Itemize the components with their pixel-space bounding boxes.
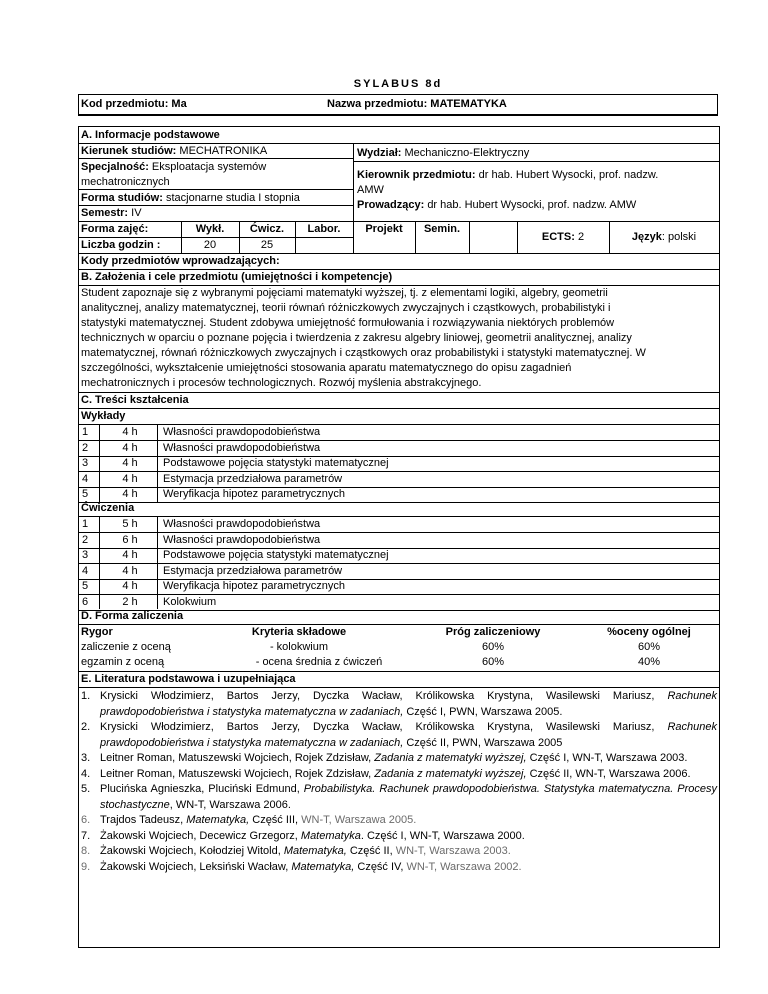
literature-item — [81, 751, 717, 767]
literature-number: 2. — [81, 721, 91, 733]
literature-publisher-gray: WN-T, Warszawa 2003. — [395, 845, 511, 857]
literature-publisher: Część II, — [346, 845, 396, 857]
subject-name: Nazwa przedmiotu: MATEMATYKA — [327, 98, 507, 110]
cwiczenia-label: Ćwiczenia — [81, 502, 135, 514]
hours-cwiczenia: 25 — [260, 239, 274, 251]
literature-number: 5. — [81, 783, 91, 795]
literature-authors: Trajdos Tadeusz, — [100, 814, 187, 826]
cwiczenie-hours: 2 h — [122, 595, 138, 608]
wyklad-number: 5 — [82, 488, 89, 500]
wyklad-hours: 4 h — [122, 472, 138, 485]
col-seminarium: Semin. — [423, 223, 461, 235]
literature-title: Matematyka — [300, 829, 361, 842]
literature-authors: Żakowski Wojciech, Decewicz Grzegorz, — [100, 829, 301, 842]
literature-number: 1. — [81, 690, 91, 702]
literature-publisher: Część II, WN-T, Warszawa 2006. — [526, 767, 691, 780]
prog-row-1: 60% — [481, 641, 505, 653]
kody-przedmiotow: Kody przedmiotów wprowadzających: — [81, 255, 280, 267]
prowadzacy-field: Prowadzący: dr hab. Hubert Wysocki, prof. nadzw. AMW — [357, 199, 637, 211]
literature-publisher: . Część I, WN-T, Warszawa 2000. — [360, 829, 525, 842]
wyklad-hours: 4 h — [122, 488, 138, 500]
cwiczenie-hours: 4 h — [122, 549, 138, 561]
literature-title: Rachunek prawdopodobieństwa i statystyka matematyczna w zadaniach, — [100, 721, 717, 749]
specjalnosc-field-cont: mechatronicznych — [81, 176, 170, 188]
col-laboratoria: Labor. — [307, 223, 341, 235]
literature-authors: Leitner Roman, Matuszewski Wojciech, Rojek Zdzisław, — [100, 752, 375, 764]
hours-wyklad: 20 — [203, 239, 217, 251]
rygor-row-1: zaliczenie z oceną — [81, 641, 171, 653]
syllabus-table — [78, 126, 720, 948]
wyklad-topic: Podstawowe pojęcia statystyki matematycznej — [163, 457, 389, 469]
literature-authors: Plucińska Agnieszka, Pluciński Edmund, — [100, 783, 304, 795]
subject-header — [78, 94, 718, 116]
cwiczenie-topic: Weryfikacja hipotez parametrycznych — [163, 580, 345, 592]
literature-title: Zadania z matematyki wyższej, — [374, 752, 527, 764]
literature-item — [81, 844, 717, 860]
literature-title: Matematyka, — [283, 845, 347, 857]
literature-authors: Żakowski Wojciech, Kołodziej Witold, — [100, 845, 284, 857]
literature-item — [81, 782, 717, 813]
col-kryteria: Kryteria składowe — [251, 626, 347, 638]
literature-title: Rachunek prawdopodobieństwa i statystyka matematyczna w zadaniach, — [100, 690, 717, 718]
literature-item — [81, 767, 717, 783]
cwiczenie-topic: Kolokwium — [163, 595, 217, 608]
section-e-heading: E. Literatura podstawowa i uzupełniająca — [81, 673, 296, 685]
literature-number: 6. — [81, 814, 91, 826]
liczba-godzin-label: Liczba godzin : — [81, 239, 161, 251]
cwiczenie-topic: Własności prawdopodobieństwa — [163, 533, 321, 546]
wyklad-topic: Weryfikacja hipotez parametrycznych — [163, 488, 345, 500]
literature-item — [81, 813, 717, 829]
wyklady-label: Wykłady — [81, 410, 126, 422]
col-projekt: Projekt — [365, 223, 403, 235]
cwiczenie-number: 1 — [82, 518, 89, 530]
col-cwiczenia: Ćwicz. — [249, 223, 285, 235]
literature-publisher: Część III, — [249, 814, 302, 826]
literature-authors: Krysicki Włodzimierz, Bartos Jerzy, Dyczka Wacław, Królikowska Krystyna, Wasilewski Mariusz, — [100, 690, 668, 702]
literature-publisher-gray: WN-T, Warszawa 2002. — [406, 860, 522, 873]
section-d-heading: D. Forma zaliczenia — [81, 610, 184, 622]
specjalnosc-field: Specjalność: Eksploatacja systemów — [81, 161, 267, 173]
cwiczenie-number: 5 — [82, 580, 89, 592]
cwiczenie-number: 6 — [82, 595, 89, 608]
literature-item — [81, 720, 717, 751]
wyklad-number: 2 — [82, 441, 89, 454]
kierunek-field: Kierunek studiów: MECHATRONIKA — [81, 145, 268, 157]
literature-list — [81, 689, 717, 875]
cwiczenie-hours: 6 h — [122, 533, 138, 546]
jezyk-field: Język: polski — [631, 231, 697, 243]
col-prog: Próg zaliczeniowy — [445, 626, 541, 638]
section-c-heading: C. Treści kształcenia — [81, 394, 189, 406]
literature-number: 8. — [81, 845, 91, 857]
cwiczenie-hours: 4 h — [122, 564, 138, 577]
cwiczenie-number: 4 — [82, 564, 89, 577]
literature-item — [81, 689, 717, 720]
literature-number: 9. — [81, 860, 91, 873]
literature-publisher: , WN-T, Warszawa 2006. — [169, 798, 291, 811]
literature-title: Matematyka, — [186, 814, 250, 826]
wyklad-hours: 4 h — [122, 441, 138, 454]
literature-number: 4. — [81, 767, 91, 780]
kierownik-field-cont: AMW — [357, 184, 384, 196]
col-rygor: Rygor — [81, 626, 113, 638]
forma-zajec-label: Forma zajęć: — [81, 223, 149, 235]
wyklad-topic: Estymacja przedziałowa parametrów — [163, 472, 343, 485]
prog-row-2: 60% — [481, 656, 505, 668]
literature-publisher: Część I, PWN, Warszawa 2005. — [403, 705, 563, 718]
wyklad-number: 3 — [82, 457, 89, 469]
literature-number: 7. — [81, 829, 91, 842]
ects-field: ECTS: 2 — [541, 231, 585, 243]
literature-publisher: Część II, PWN, Warszawa 2005 — [403, 736, 563, 749]
cwiczenie-topic: Podstawowe pojęcia statystyki matematycznej — [163, 549, 389, 561]
cwiczenie-hours: 5 h — [122, 518, 138, 530]
col-wyklad: Wykł. — [195, 223, 225, 235]
literature-authors: Leitner Roman, Matuszewski Wojciech, Rojek Zdzisław, — [100, 767, 375, 780]
literature-title: Probabilistyka. Rachunek prawdopodobieństwa. Statystyka matematyczna. Procesy stochastyczne — [100, 783, 717, 811]
literature-title: Zadania z matematyki wyższej, — [374, 767, 527, 780]
literature-item — [81, 860, 717, 876]
literature-number: 3. — [81, 752, 91, 764]
wyklad-topic: Własności prawdopodobieństwa — [163, 441, 321, 454]
forma-studiow-field: Forma studiów: stacjonarne studia I stopnia — [81, 192, 300, 204]
subject-code: Kod przedmiotu: Ma — [81, 98, 187, 110]
section-a-heading: A. Informacje podstawowe — [81, 129, 220, 141]
cwiczenie-number: 3 — [82, 549, 89, 561]
wyklad-topic: Własności prawdopodobieństwa — [163, 426, 321, 438]
wydzial-field: Wydział: Mechaniczno-Elektryczny — [357, 147, 530, 159]
literature-publisher: Część I, WN-T, Warszawa 2003. — [526, 752, 688, 764]
ocena-row-1: 60% — [637, 641, 661, 653]
cwiczenie-number: 2 — [82, 533, 89, 546]
document-title: SYLABUS 8d — [353, 78, 443, 90]
wyklad-number: 1 — [82, 426, 89, 438]
wyklad-hours: 4 h — [122, 457, 138, 469]
literature-authors: Krysicki Włodzimierz, Bartos Jerzy, Dyczka Wacław, Królikowska Krystyna, Wasilewski Mariusz, — [100, 721, 668, 733]
wyklad-hours: 4 h — [122, 426, 138, 438]
literature-publisher-gray: WN-T, Warszawa 2005. — [301, 814, 417, 826]
literature-title: Matematyka, — [291, 860, 355, 873]
literature-item — [81, 829, 717, 845]
col-ocena: %oceny ogólnej — [607, 626, 691, 638]
cwiczenie-hours: 4 h — [122, 580, 138, 592]
section-b-text: Student zapoznaje się z wybranymi pojęciami matematyki wyższej, tj. z elementami logiki, algebry, geometrii analitycznej, analizy matematycznej, teorii równań różniczkowych zwyczajnych i cząstkowych, probabilistyki i statystyki matematycznej. Student zdobywa umiejętność formułowania i rozwiązywania niektórych problemów technicznych w oparciu o poznane pojęcia i twierdzenia z zakresu algebry liniowej, geometrii analitycznej, analizy matematycznej, równań różniczkowych zwyczajnych i cząstkowych oraz probabilistyki i statystyki matematycznej. W szczególności, wykształcenie umiejętności stosowania aparatu matematycznego do opisu zagadnień mechatronicznych i procesów technologicznych. Rozwój myślenia abstrakcyjnego. — [81, 287, 646, 389]
literature-publisher: Część IV, — [354, 860, 407, 873]
kierownik-field: Kierownik przedmiotu: dr hab. Hubert Wysocki, prof. nadzw. — [357, 169, 659, 181]
semestr-field: Semestr: IV — [81, 207, 142, 219]
kryteria-row-2: - ocena średnia z ćwiczeń — [255, 656, 383, 668]
cwiczenie-topic: Własności prawdopodobieństwa — [163, 518, 321, 530]
ocena-row-2: 40% — [637, 656, 661, 668]
wyklad-number: 4 — [82, 472, 89, 485]
rygor-row-2: egzamin z oceną — [81, 656, 165, 668]
section-b-heading: B. Założenia i cele przedmiotu (umiejętności i kompetencje) — [81, 271, 393, 283]
kryteria-row-1: - kolokwium — [269, 641, 329, 653]
literature-authors: Żakowski Wojciech, Leksiński Wacław, — [100, 860, 292, 873]
cwiczenie-topic: Estymacja przedziałowa parametrów — [163, 564, 343, 577]
